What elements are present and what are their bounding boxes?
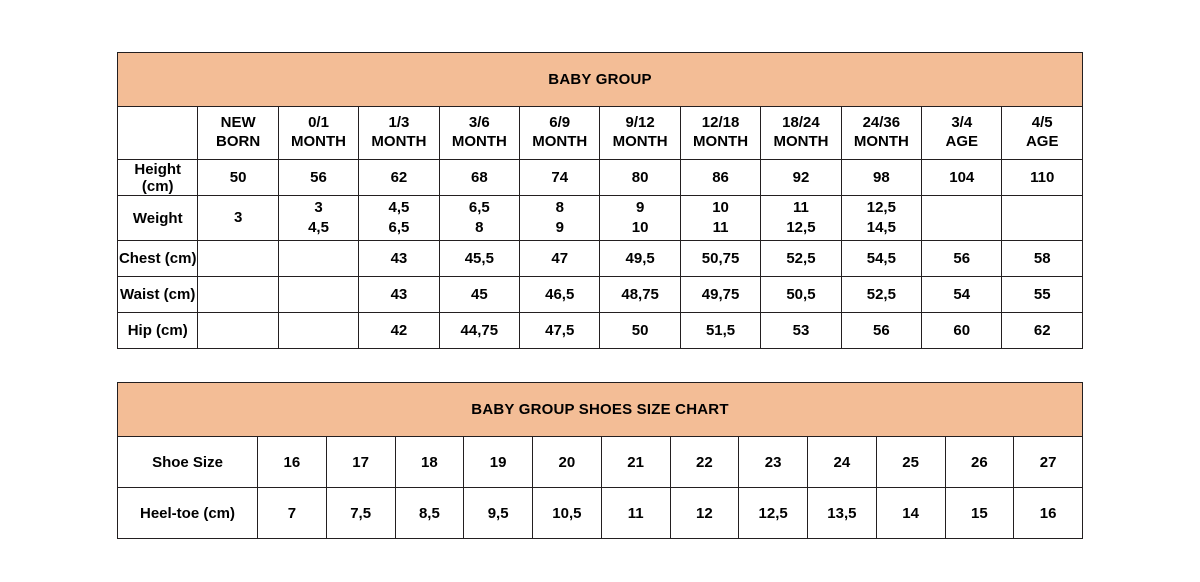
waist-6-9-month: 46,5 (520, 277, 600, 313)
weight-0-1-month (278, 196, 358, 241)
header-18-24-month (761, 107, 841, 160)
weight-3-6-month (439, 196, 519, 241)
header-24-36-month-line1: 24/36 (862, 114, 901, 132)
shoe-size-16: 16 (258, 437, 327, 488)
hip-new-born (198, 313, 278, 349)
baby-group-table (117, 52, 1083, 349)
weight-0-1-month-bottom: 4,5 (308, 219, 329, 236)
hip-0-1-month (278, 313, 358, 349)
weight-12-18-month-top: 10 (712, 198, 729, 216)
chest-6-9-month: 47 (520, 241, 600, 277)
weight-1-3-month-top: 4,5 (388, 198, 410, 216)
header-0-1-month (278, 107, 358, 160)
table-row (118, 196, 1083, 241)
header-1-3-month-line1: 1/3 (388, 114, 410, 132)
heel-toe-24: 13,5 (808, 488, 877, 539)
waist-12-18-month: 49,75 (680, 277, 760, 313)
height-18-24-month: 92 (761, 160, 841, 196)
hip-9-12-month: 50 (600, 313, 680, 349)
shoes-title-row (118, 383, 1083, 437)
header-18-24-month-line1: 18/24 (782, 114, 820, 132)
weight-12-18-month (680, 196, 760, 241)
heel-toe-26: 15 (945, 488, 1014, 539)
chest-9-12-month: 49,5 (600, 241, 680, 277)
waist-3-4-age: 54 (922, 277, 1002, 313)
heel-toe-20: 10,5 (533, 488, 602, 539)
header-3-6-month-line2: MONTH (451, 133, 507, 150)
header-24-36-month (841, 107, 921, 160)
heel-toe-23: 12,5 (739, 488, 808, 539)
header-6-9-month-line2: MONTH (532, 133, 588, 150)
header-1-3-month-line2: MONTH (371, 133, 427, 150)
weight-4-5-age (1002, 196, 1083, 241)
header-12-18-month-line1: 12/18 (701, 114, 740, 132)
row-label-heel-toe: Heel-toe (cm) (118, 488, 258, 539)
hip-3-4-age: 60 (922, 313, 1002, 349)
waist-18-24-month: 50,5 (761, 277, 841, 313)
header-12-18-month (680, 107, 760, 160)
heel-toe-22: 12 (670, 488, 739, 539)
height-4-5-age: 110 (1002, 160, 1083, 196)
chest-24-36-month: 54,5 (841, 241, 921, 277)
waist-1-3-month: 43 (359, 277, 439, 313)
row-label-hip: Hip (cm) (118, 313, 198, 349)
row-label-weight: Weight (118, 196, 198, 241)
shoe-size-20: 20 (533, 437, 602, 488)
chest-3-6-month: 45,5 (439, 241, 519, 277)
height-1-3-month: 62 (359, 160, 439, 196)
hip-3-6-month: 44,75 (439, 313, 519, 349)
table-row (118, 313, 1083, 349)
height-12-18-month: 86 (680, 160, 760, 196)
table-row (118, 160, 1083, 196)
weight-18-24-month (761, 196, 841, 241)
shoes-chart-title: BABY GROUP SHOES SIZE CHART (118, 383, 1083, 437)
chest-1-3-month: 43 (359, 241, 439, 277)
header-new-born-line2: BORN (216, 133, 261, 150)
header-9-12-month (600, 107, 680, 160)
shoe-size-18: 18 (395, 437, 464, 488)
heel-toe-row (118, 488, 1083, 539)
weight-6-9-month-bottom: 9 (555, 219, 564, 236)
row-label-shoe-size: Shoe Size (118, 437, 258, 488)
shoe-size-21: 21 (601, 437, 670, 488)
header-4-5-age (1002, 107, 1083, 160)
header-9-12-month-line2: MONTH (612, 133, 668, 150)
waist-24-36-month: 52,5 (841, 277, 921, 313)
weight-3-6-month-top: 6,5 (468, 198, 490, 216)
header-3-4-age (922, 107, 1002, 160)
weight-24-36-month-top: 12,5 (866, 198, 896, 216)
chest-12-18-month: 50,75 (680, 241, 760, 277)
heel-toe-17: 7,5 (326, 488, 395, 539)
chest-18-24-month: 52,5 (761, 241, 841, 277)
header-0-1-month-line1: 0/1 (308, 114, 329, 132)
header-3-4-age-line1: 3/4 (951, 114, 973, 132)
row-label-height: Height (cm) (118, 160, 198, 196)
waist-9-12-month: 48,75 (600, 277, 680, 313)
hip-18-24-month: 53 (761, 313, 841, 349)
header-12-18-month-line2: MONTH (693, 133, 749, 150)
header-corner-cell (118, 107, 198, 160)
heel-toe-16: 7 (258, 488, 327, 539)
shoe-size-22: 22 (670, 437, 739, 488)
waist-0-1-month (278, 277, 358, 313)
height-6-9-month: 74 (520, 160, 600, 196)
weight-9-12-month-bottom: 10 (631, 219, 649, 236)
chest-new-born (198, 241, 278, 277)
chest-4-5-age: 58 (1002, 241, 1083, 277)
shoes-size-table (117, 382, 1083, 539)
waist-new-born (198, 277, 278, 313)
weight-3-6-month-bottom: 8 (475, 219, 484, 236)
height-9-12-month: 80 (600, 160, 680, 196)
weight-24-36-month-bottom: 14,5 (866, 219, 896, 236)
height-new-born: 50 (198, 160, 278, 196)
header-1-3-month (359, 107, 439, 160)
height-24-36-month: 98 (841, 160, 921, 196)
weight-new-born-top: 3 (233, 208, 243, 226)
shoes-size-table-container (117, 382, 1083, 539)
table-title-row (118, 53, 1083, 107)
weight-9-12-month-top: 9 (635, 198, 645, 216)
waist-4-5-age: 55 (1002, 277, 1083, 313)
hip-1-3-month: 42 (359, 313, 439, 349)
row-label-waist: Waist (cm) (118, 277, 198, 313)
shoe-size-24: 24 (808, 437, 877, 488)
weight-24-36-month (841, 196, 921, 241)
weight-0-1-month-top: 3 (314, 198, 323, 216)
chest-0-1-month (278, 241, 358, 277)
hip-6-9-month: 47,5 (520, 313, 600, 349)
baby-group-table-container (117, 52, 1083, 349)
shoe-size-26: 26 (945, 437, 1014, 488)
header-0-1-month-line2: MONTH (291, 133, 347, 150)
hip-4-5-age: 62 (1002, 313, 1083, 349)
header-24-36-month-line2: MONTH (853, 133, 909, 150)
header-9-12-month-line1: 9/12 (625, 114, 655, 132)
header-3-6-month-line1: 3/6 (468, 114, 490, 132)
heel-toe-21: 11 (601, 488, 670, 539)
chest-3-4-age: 56 (922, 241, 1002, 277)
shoe-size-17: 17 (326, 437, 395, 488)
shoe-size-23: 23 (739, 437, 808, 488)
table-header-row (118, 107, 1083, 160)
table-row (118, 277, 1083, 313)
shoe-size-27: 27 (1014, 437, 1083, 488)
shoe-size-19: 19 (464, 437, 533, 488)
weight-18-24-month-bottom: 12,5 (786, 219, 816, 236)
header-3-6-month (439, 107, 519, 160)
heel-toe-18: 8,5 (395, 488, 464, 539)
weight-1-3-month-bottom: 6,5 (388, 219, 410, 236)
height-3-4-age: 104 (922, 160, 1002, 196)
weight-9-12-month (600, 196, 680, 241)
header-4-5-age-line1: 4/5 (1031, 114, 1053, 132)
heel-toe-27: 16 (1014, 488, 1083, 539)
row-label-chest: Chest (cm) (118, 241, 198, 277)
weight-6-9-month-top: 8 (555, 198, 564, 216)
weight-6-9-month (520, 196, 600, 241)
waist-3-6-month: 45 (439, 277, 519, 313)
table-row (118, 241, 1083, 277)
header-new-born (198, 107, 278, 160)
height-3-6-month: 68 (439, 160, 519, 196)
header-18-24-month-line2: MONTH (773, 133, 829, 150)
weight-3-4-age (922, 196, 1002, 241)
weight-new-born (198, 196, 278, 241)
shoes-size-row (118, 437, 1083, 488)
header-6-9-month-line1: 6/9 (549, 114, 571, 132)
weight-1-3-month (359, 196, 439, 241)
hip-24-36-month: 56 (841, 313, 921, 349)
header-6-9-month (520, 107, 600, 160)
shoe-size-25: 25 (876, 437, 945, 488)
weight-18-24-month-top: 11 (793, 198, 809, 216)
header-new-born-line1: NEW (220, 114, 256, 132)
heel-toe-25: 14 (876, 488, 945, 539)
heel-toe-19: 9,5 (464, 488, 533, 539)
height-0-1-month: 56 (278, 160, 358, 196)
hip-12-18-month: 51,5 (680, 313, 760, 349)
baby-group-title: BABY GROUP (118, 53, 1083, 107)
header-4-5-age-line2: AGE (1025, 133, 1059, 150)
header-3-4-age-line2: AGE (945, 133, 979, 150)
weight-12-18-month-bottom: 11 (712, 219, 729, 236)
